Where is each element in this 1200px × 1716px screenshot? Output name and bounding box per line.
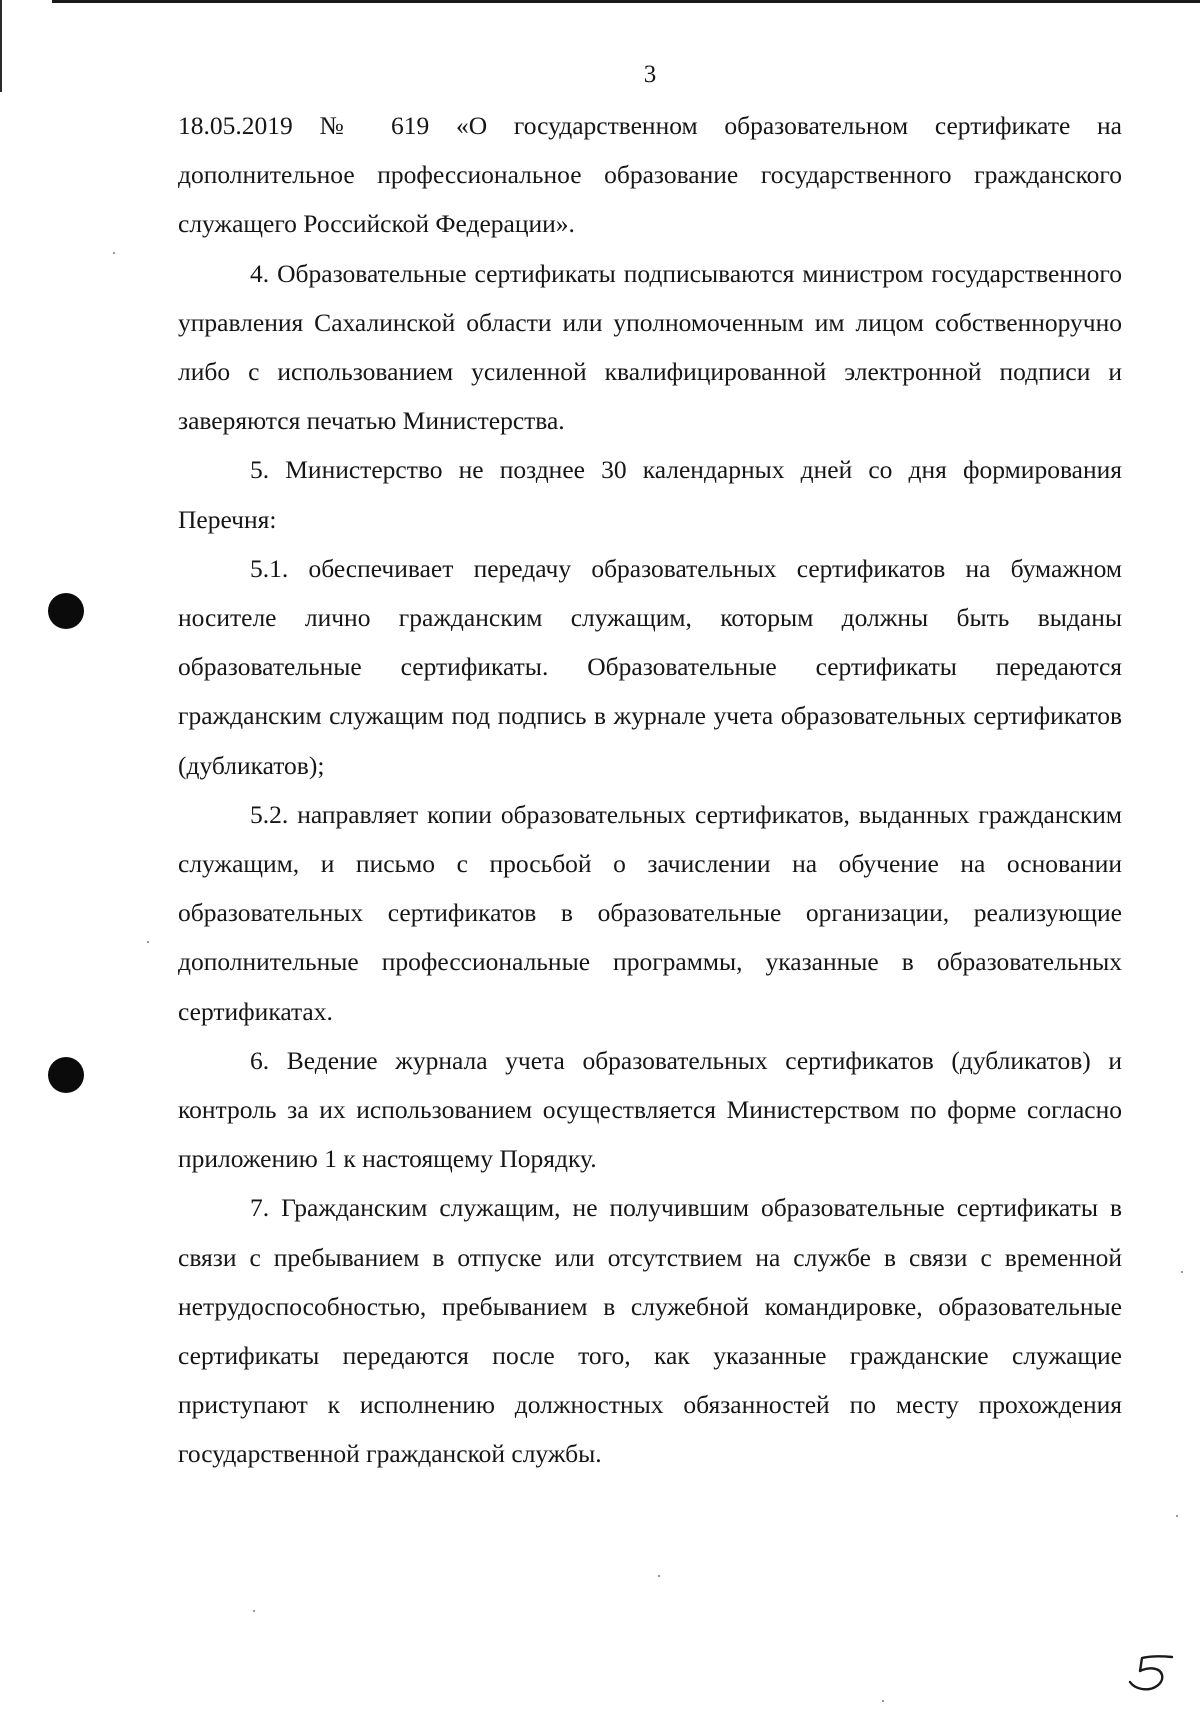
paragraph-item-4: 4. Образовательные сертификаты подписываются министром государственного управления Сахалинской области или уполномоченным им лицом собственноручно либо с использованием усиленной квалифицированной электронной подписи и заверяются печатью Министерства. (178, 258, 1122, 436)
paragraph-item-5: 5. Министерство не позднее 30 календарных дней со дня формирования Перечня: (178, 455, 1122, 534)
scan-speck (253, 1610, 255, 1612)
scan-speck (882, 1700, 884, 1702)
handwritten-page-mark (1128, 1651, 1176, 1697)
paragraph-item-6: 6. Ведение журнала учета образовательных сертификатов (дубликатов) и контроль за их использованием осуществляется Министерством по форме согласно приложению 1 к настоящему Порядку. (178, 1045, 1122, 1174)
scan-speck (658, 1575, 660, 1577)
paragraph-continuation: 18.05.2019 № 619 «О государственном образовательном сертификате на дополнительное профессиональное образование государственного гражданского служащего Российской Федерации». (178, 111, 1122, 239)
scan-speck (1181, 1271, 1183, 1273)
scan-speck (147, 941, 149, 943)
punch-hole (48, 593, 84, 629)
paragraph-item-5-2: 5.2. направляет копии образовательных сертификатов, выданных гражданским служащим, и письмо с просьбой о зачислении на обучение на основании образовательных сертификатов в образовательные организации, реализующие дополнительные профессиональные программы, указанные в образовательных сертификатах. (178, 799, 1122, 1026)
paragraph-item-5-1: 5.1. обеспечивает передачу образовательных сертификатов на бумажном носителе лично гражданским служащим, которым должны быть выданы образовательные сертификаты. Образовательные сертификаты передаются гражданским служащим под подпись в журнале учета образовательных сертификатов (дубликатов); (178, 553, 1122, 780)
document-body (178, 101, 1122, 1479)
punch-hole (48, 1057, 84, 1093)
scan-speck (1176, 1515, 1178, 1517)
scan-top-border (52, 0, 1200, 3)
scan-speck (113, 252, 115, 254)
paragraph-item-7: 7. Гражданским служащим, не получившим образовательные сертификаты в связи с пребыванием в отпуске или отсутствием на службе в связи с временной нетрудоспособностью, пребыванием в служебной командировке, образовательные сертификаты передаются после того, как указанные гражданские служащие приступают к исполнению должностных обязанностей по месту прохождения государственной гражданской службы. (178, 1193, 1122, 1469)
page-number: 3 (643, 61, 657, 88)
